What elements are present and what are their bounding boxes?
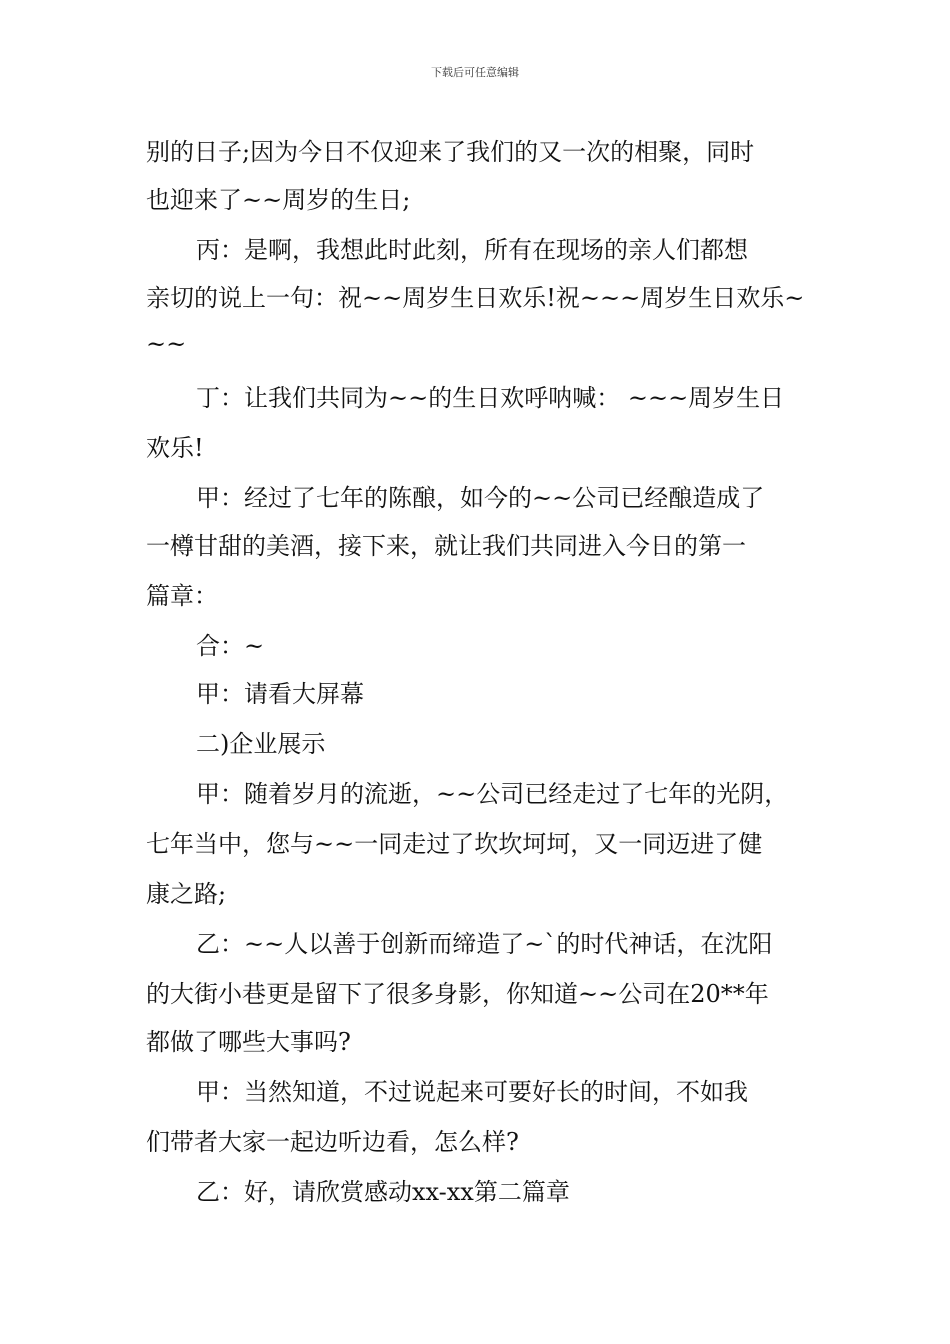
text-line: 康之路; bbox=[146, 880, 227, 908]
text-line: 欢乐! bbox=[146, 434, 204, 462]
text-line: 甲：随着岁月的流逝，~~公司已经走过了七年的光阴， bbox=[196, 780, 789, 808]
text-line: 篇章： bbox=[146, 582, 218, 610]
text-line: 也迎来了~~周岁的生日; bbox=[146, 186, 411, 214]
text-line: 一樽甘甜的美酒，接下来，就让我们共同进入今日的第一 bbox=[146, 532, 746, 560]
text-line: 别的日子;因为今日不仅迎来了我们的又一次的相聚，同时 bbox=[146, 138, 755, 166]
text-line: 合：~ bbox=[196, 632, 265, 660]
text-line: 甲：经过了七年的陈酿，如今的~~公司已经酿造成了 bbox=[196, 484, 765, 512]
text-line: 丁：让我们共同为~~的生日欢呼呐喊： ~~~周岁生日 bbox=[196, 384, 785, 412]
text-line: ~~ bbox=[146, 330, 187, 358]
text-line: 丙：是啊，我想此时此刻，所有在现场的亲人们都想 bbox=[196, 236, 748, 264]
text-line: 甲：当然知道，不过说起来可要好长的时间，不如我 bbox=[196, 1078, 748, 1106]
text-line: 乙：好，请欣赏感动xx-xx第二篇章 bbox=[196, 1178, 570, 1206]
text-line: 二)企业展示 bbox=[196, 730, 326, 758]
text-line: 们带者大家一起边听边看，怎么样? bbox=[146, 1128, 519, 1156]
text-line: 七年当中，您与~~一同走过了坎坎坷坷，又一同迈进了健 bbox=[146, 830, 763, 858]
text-line: 乙：~~人以善于创新而缔造了~`的时代神话，在沈阳 bbox=[196, 930, 773, 958]
text-line: 都做了哪些大事吗? bbox=[146, 1028, 351, 1056]
text-line: 甲：请看大屏幕 bbox=[196, 680, 364, 708]
page-header: 下载后可任意编辑 bbox=[431, 66, 519, 79]
text-line: 亲切的说上一句：祝~~周岁生日欢乐!祝~~~周岁生日欢乐~ bbox=[146, 284, 805, 312]
text-line: 的大街小巷更是留下了很多身影，你知道~~公司在20**年 bbox=[146, 980, 769, 1008]
